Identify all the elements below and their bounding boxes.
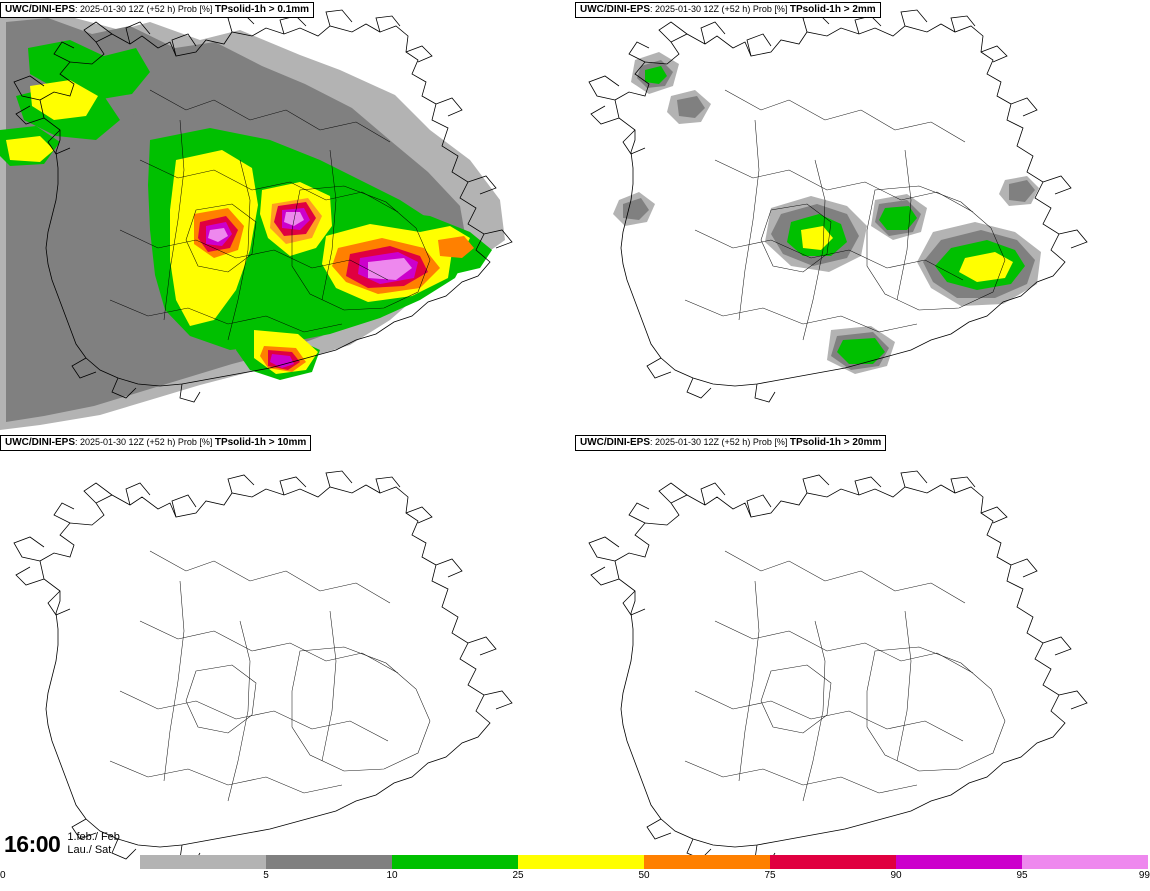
panel-model-label: UWC/DINI-EPS [580, 4, 650, 15]
iceland-probability-map-2mm [575, 0, 1150, 433]
colorbar-tick-90: 90 [890, 870, 902, 881]
panel-run-label: : 2025-01-30 12Z (+52 h) Prob [%] [650, 4, 790, 14]
map-panel-0p1mm[interactable] [0, 0, 575, 433]
panel-title-3 [575, 435, 886, 451]
colorbar-tick-50: 50 [638, 870, 650, 881]
map-panel-2mm[interactable] [575, 0, 1150, 433]
colorbar-segment-25 [392, 855, 518, 869]
colorbar-segment-5 [140, 855, 266, 869]
valid-time-label: 16:00 [4, 830, 61, 857]
iceland-probability-map-10mm [0, 433, 575, 866]
map-canvas-20mm[interactable] [575, 433, 1150, 866]
iceland-probability-map-0p1mm [0, 0, 575, 433]
panel-model-label: UWC/DINI-EPS [5, 437, 75, 448]
valid-time-box [0, 822, 140, 866]
panel-model-label: UWC/DINI-EPS [5, 4, 75, 15]
map-canvas-0p1mm[interactable] [0, 0, 575, 433]
colorbar-tick-75: 75 [764, 870, 776, 881]
iceland-probability-map-20mm [575, 433, 1150, 866]
map-canvas-10mm[interactable] [0, 433, 575, 866]
colorbar-segment-10 [266, 855, 392, 869]
panel-run-label: : 2025-01-30 12Z (+52 h) Prob [%] [650, 437, 790, 447]
valid-date-line1: 1.feb./ Feb [67, 831, 120, 843]
panel-run-label: : 2025-01-30 12Z (+52 h) Prob [%] [75, 4, 215, 14]
panel-variable-label: TPsolid-1h > 20mm [789, 437, 882, 448]
colorbar-segment-90 [770, 855, 896, 869]
panel-title-0 [0, 2, 314, 18]
colorbar-tick-5: 5 [263, 870, 269, 881]
colorbar-segment-99 [1022, 855, 1148, 869]
colorbar-tick-labels [140, 870, 1148, 884]
colorbar-strip [140, 855, 1148, 869]
colorbar-tick-25: 25 [512, 870, 524, 881]
valid-date-block [67, 831, 120, 857]
panel-title-2 [0, 435, 311, 451]
panel-variable-label: TPsolid-1h > 0.1mm [214, 4, 310, 15]
colorbar-segment-50 [518, 855, 644, 869]
panel-title-1 [575, 2, 881, 18]
panel-variable-label: TPsolid-1h > 10mm [214, 437, 307, 448]
map-canvas-2mm[interactable] [575, 0, 1150, 433]
map-panel-20mm[interactable] [575, 433, 1150, 866]
probability-colorbar [140, 855, 1148, 889]
map-panel-10mm[interactable] [0, 433, 575, 866]
panel-variable-label: TPsolid-1h > 2mm [789, 4, 876, 15]
valid-date-line2: Lau./ Sat [67, 844, 112, 856]
colorbar-tick-10: 10 [386, 870, 398, 881]
colorbar-min-label: 0 [0, 870, 6, 881]
colorbar-segment-75 [644, 855, 770, 869]
colorbar-segment-95 [896, 855, 1022, 869]
panel-run-label: : 2025-01-30 12Z (+52 h) Prob [%] [75, 437, 215, 447]
panel-model-label: UWC/DINI-EPS [580, 437, 650, 448]
colorbar-max-label: 99 [1138, 870, 1150, 881]
colorbar-tick-95: 95 [1016, 870, 1028, 881]
